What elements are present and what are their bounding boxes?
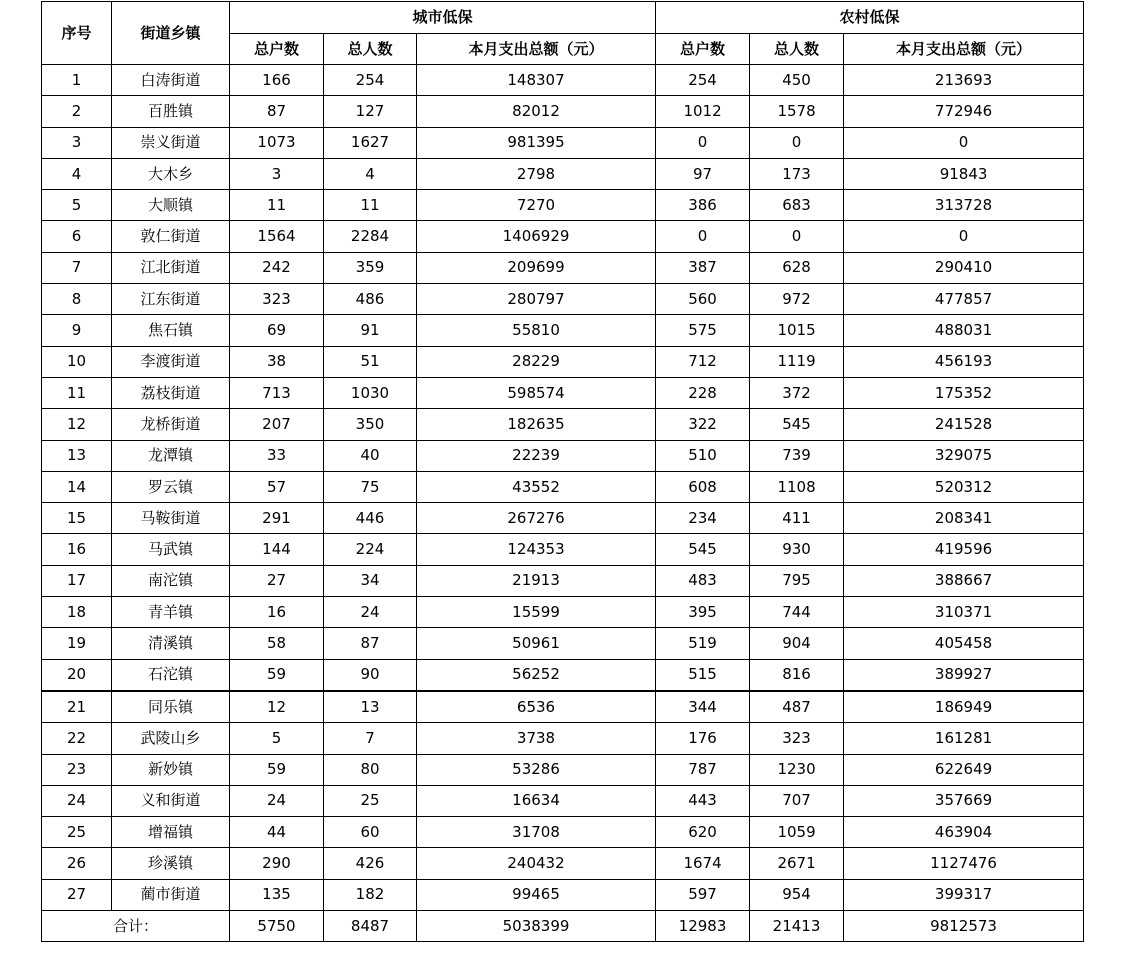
- row-number: 24: [42, 785, 112, 816]
- rural-persons: 2671: [750, 848, 844, 879]
- rural-households: 575: [656, 315, 750, 346]
- rural-expense: 1127476: [844, 848, 1084, 879]
- rural-expense: 290410: [844, 252, 1084, 283]
- header-seq: 序号: [42, 2, 112, 65]
- table-row: [42, 503, 1084, 534]
- total-urban-persons: 8487: [324, 911, 417, 942]
- urban-expense: 182635: [417, 409, 656, 440]
- urban-persons: 7: [324, 723, 417, 754]
- urban-households: 59: [230, 659, 324, 691]
- urban-persons: 91: [324, 315, 417, 346]
- rural-expense: 419596: [844, 534, 1084, 565]
- urban-expense: 31708: [417, 817, 656, 848]
- urban-expense: 1406929: [417, 221, 656, 252]
- urban-expense: 6536: [417, 691, 656, 723]
- rural-expense: 313728: [844, 190, 1084, 221]
- row-number: 17: [42, 565, 112, 596]
- rural-persons: 450: [750, 65, 844, 96]
- rural-households: 1674: [656, 848, 750, 879]
- urban-households: 135: [230, 879, 324, 910]
- rural-persons: 683: [750, 190, 844, 221]
- row-number: 5: [42, 190, 112, 221]
- urban-expense: 598574: [417, 377, 656, 408]
- rural-persons: 816: [750, 659, 844, 691]
- urban-households: 144: [230, 534, 324, 565]
- table-body: [42, 65, 1084, 911]
- urban-persons: 446: [324, 503, 417, 534]
- header-rural: 农村低保: [656, 2, 1084, 34]
- rural-persons: 173: [750, 158, 844, 189]
- street-name: 江北街道: [112, 252, 230, 283]
- rural-expense: 456193: [844, 346, 1084, 377]
- street-name: 大顺镇: [112, 190, 230, 221]
- urban-persons: 4: [324, 158, 417, 189]
- rural-expense: 772946: [844, 96, 1084, 127]
- urban-expense: 56252: [417, 659, 656, 691]
- urban-households: 1073: [230, 127, 324, 158]
- rural-persons: 1578: [750, 96, 844, 127]
- header-urban-persons: 总人数: [324, 34, 417, 65]
- table-row: [42, 440, 1084, 471]
- row-number: 1: [42, 65, 112, 96]
- street-name: 焦石镇: [112, 315, 230, 346]
- row-number: 11: [42, 377, 112, 408]
- urban-persons: 254: [324, 65, 417, 96]
- rural-households: 386: [656, 190, 750, 221]
- row-number: 19: [42, 628, 112, 659]
- header-urban-households: 总户数: [230, 34, 324, 65]
- total-row: [42, 911, 1084, 942]
- urban-expense: 280797: [417, 284, 656, 315]
- street-name: 清溪镇: [112, 628, 230, 659]
- row-number: 18: [42, 597, 112, 628]
- urban-expense: 7270: [417, 190, 656, 221]
- rural-expense: 399317: [844, 879, 1084, 910]
- urban-households: 11: [230, 190, 324, 221]
- urban-households: 44: [230, 817, 324, 848]
- row-number: 16: [42, 534, 112, 565]
- row-number: 27: [42, 879, 112, 910]
- rural-households: 608: [656, 471, 750, 502]
- table-row: [42, 127, 1084, 158]
- table-row: [42, 158, 1084, 189]
- rural-expense: 175352: [844, 377, 1084, 408]
- total-rural-expense: 9812573: [844, 911, 1084, 942]
- urban-expense: 15599: [417, 597, 656, 628]
- total-urban-expense: 5038399: [417, 911, 656, 942]
- rural-households: 545: [656, 534, 750, 565]
- rural-households: 234: [656, 503, 750, 534]
- rural-persons: 411: [750, 503, 844, 534]
- urban-expense: 53286: [417, 754, 656, 785]
- rural-expense: 213693: [844, 65, 1084, 96]
- rural-expense: 241528: [844, 409, 1084, 440]
- rural-expense: 463904: [844, 817, 1084, 848]
- urban-persons: 34: [324, 565, 417, 596]
- rural-households: 254: [656, 65, 750, 96]
- urban-persons: 24: [324, 597, 417, 628]
- street-name: 李渡街道: [112, 346, 230, 377]
- table-row: [42, 534, 1084, 565]
- urban-households: 16: [230, 597, 324, 628]
- header-rural-persons: 总人数: [750, 34, 844, 65]
- urban-persons: 80: [324, 754, 417, 785]
- urban-expense: 55810: [417, 315, 656, 346]
- row-number: 9: [42, 315, 112, 346]
- urban-households: 12: [230, 691, 324, 723]
- street-name: 大木乡: [112, 158, 230, 189]
- total-rural-households: 12983: [656, 911, 750, 942]
- urban-households: 1564: [230, 221, 324, 252]
- rural-persons: 0: [750, 127, 844, 158]
- total-urban-households: 5750: [230, 911, 324, 942]
- header-street: 街道乡镇: [112, 2, 230, 65]
- street-name: 新妙镇: [112, 754, 230, 785]
- rural-households: 395: [656, 597, 750, 628]
- header-urban: 城市低保: [230, 2, 656, 34]
- table-row: [42, 252, 1084, 283]
- rural-households: 620: [656, 817, 750, 848]
- rural-persons: 1119: [750, 346, 844, 377]
- urban-persons: 13: [324, 691, 417, 723]
- street-name: 武陵山乡: [112, 723, 230, 754]
- table-row: [42, 565, 1084, 596]
- rural-expense: 477857: [844, 284, 1084, 315]
- urban-persons: 1030: [324, 377, 417, 408]
- rural-persons: 904: [750, 628, 844, 659]
- urban-households: 87: [230, 96, 324, 127]
- urban-persons: 2284: [324, 221, 417, 252]
- rural-households: 0: [656, 221, 750, 252]
- urban-households: 38: [230, 346, 324, 377]
- rural-persons: 972: [750, 284, 844, 315]
- rural-expense: 622649: [844, 754, 1084, 785]
- urban-persons: 350: [324, 409, 417, 440]
- rural-households: 0: [656, 127, 750, 158]
- table-row: [42, 409, 1084, 440]
- urban-households: 27: [230, 565, 324, 596]
- rural-persons: 487: [750, 691, 844, 723]
- street-name: 崇义街道: [112, 127, 230, 158]
- row-number: 7: [42, 252, 112, 283]
- rural-households: 515: [656, 659, 750, 691]
- rural-expense: 0: [844, 221, 1084, 252]
- rural-households: 443: [656, 785, 750, 816]
- row-number: 8: [42, 284, 112, 315]
- rural-expense: 388667: [844, 565, 1084, 596]
- street-name: 同乐镇: [112, 691, 230, 723]
- table-row: [42, 597, 1084, 628]
- table-row: [42, 659, 1084, 691]
- row-number: 21: [42, 691, 112, 723]
- rural-expense: 329075: [844, 440, 1084, 471]
- rural-expense: 357669: [844, 785, 1084, 816]
- header-rural-expense: 本月支出总额（元）: [844, 34, 1084, 65]
- table-row: [42, 346, 1084, 377]
- urban-expense: 267276: [417, 503, 656, 534]
- street-name: 白涛街道: [112, 65, 230, 96]
- rural-persons: 1059: [750, 817, 844, 848]
- street-name: 珍溪镇: [112, 848, 230, 879]
- total-label: 合计：: [42, 911, 230, 942]
- rural-expense: 310371: [844, 597, 1084, 628]
- rural-expense: 91843: [844, 158, 1084, 189]
- street-name: 百胜镇: [112, 96, 230, 127]
- street-name: 石沱镇: [112, 659, 230, 691]
- header-rural-households: 总户数: [656, 34, 750, 65]
- table-row: [42, 628, 1084, 659]
- urban-households: 291: [230, 503, 324, 534]
- urban-persons: 60: [324, 817, 417, 848]
- urban-expense: 3738: [417, 723, 656, 754]
- table-row: [42, 471, 1084, 502]
- urban-expense: 981395: [417, 127, 656, 158]
- urban-households: 323: [230, 284, 324, 315]
- table-row: [42, 284, 1084, 315]
- street-name: 马鞍街道: [112, 503, 230, 534]
- rural-persons: 1015: [750, 315, 844, 346]
- table-row: [42, 879, 1084, 910]
- street-name: 蔺市街道: [112, 879, 230, 910]
- low-income-table: [41, 1, 1084, 942]
- rural-expense: 186949: [844, 691, 1084, 723]
- table-row: [42, 190, 1084, 221]
- urban-expense: 240432: [417, 848, 656, 879]
- urban-expense: 209699: [417, 252, 656, 283]
- urban-households: 69: [230, 315, 324, 346]
- table-row: [42, 377, 1084, 408]
- rural-households: 344: [656, 691, 750, 723]
- street-name: 江东街道: [112, 284, 230, 315]
- row-number: 13: [42, 440, 112, 471]
- street-name: 罗云镇: [112, 471, 230, 502]
- urban-expense: 2798: [417, 158, 656, 189]
- rural-households: 483: [656, 565, 750, 596]
- street-name: 马武镇: [112, 534, 230, 565]
- urban-households: 207: [230, 409, 324, 440]
- urban-persons: 25: [324, 785, 417, 816]
- rural-persons: 323: [750, 723, 844, 754]
- urban-persons: 127: [324, 96, 417, 127]
- urban-households: 242: [230, 252, 324, 283]
- rural-households: 510: [656, 440, 750, 471]
- urban-expense: 50961: [417, 628, 656, 659]
- row-number: 3: [42, 127, 112, 158]
- rural-persons: 930: [750, 534, 844, 565]
- urban-expense: 22239: [417, 440, 656, 471]
- urban-expense: 82012: [417, 96, 656, 127]
- urban-households: 58: [230, 628, 324, 659]
- urban-households: 3: [230, 158, 324, 189]
- table-row: [42, 848, 1084, 879]
- row-number: 4: [42, 158, 112, 189]
- rural-expense: 389927: [844, 659, 1084, 691]
- rural-persons: 1230: [750, 754, 844, 785]
- rural-households: 322: [656, 409, 750, 440]
- urban-expense: 28229: [417, 346, 656, 377]
- urban-persons: 182: [324, 879, 417, 910]
- rural-persons: 795: [750, 565, 844, 596]
- rural-persons: 1108: [750, 471, 844, 502]
- urban-expense: 124353: [417, 534, 656, 565]
- rural-households: 228: [656, 377, 750, 408]
- rural-households: 387: [656, 252, 750, 283]
- urban-households: 57: [230, 471, 324, 502]
- rural-persons: 744: [750, 597, 844, 628]
- urban-households: 59: [230, 754, 324, 785]
- table-row: [42, 221, 1084, 252]
- rural-persons: 0: [750, 221, 844, 252]
- rural-households: 176: [656, 723, 750, 754]
- street-name: 敦仁街道: [112, 221, 230, 252]
- rural-persons: 628: [750, 252, 844, 283]
- row-number: 26: [42, 848, 112, 879]
- rural-households: 712: [656, 346, 750, 377]
- urban-households: 166: [230, 65, 324, 96]
- urban-persons: 426: [324, 848, 417, 879]
- row-number: 15: [42, 503, 112, 534]
- urban-expense: 99465: [417, 879, 656, 910]
- urban-expense: 16634: [417, 785, 656, 816]
- rural-households: 787: [656, 754, 750, 785]
- urban-households: 290: [230, 848, 324, 879]
- rural-persons: 545: [750, 409, 844, 440]
- row-number: 23: [42, 754, 112, 785]
- rural-expense: 161281: [844, 723, 1084, 754]
- rural-expense: 488031: [844, 315, 1084, 346]
- row-number: 12: [42, 409, 112, 440]
- table-row: [42, 754, 1084, 785]
- row-number: 20: [42, 659, 112, 691]
- rural-expense: 520312: [844, 471, 1084, 502]
- row-number: 22: [42, 723, 112, 754]
- urban-households: 33: [230, 440, 324, 471]
- urban-expense: 43552: [417, 471, 656, 502]
- table-row: [42, 785, 1084, 816]
- rural-persons: 707: [750, 785, 844, 816]
- table-row: [42, 96, 1084, 127]
- street-name: 义和街道: [112, 785, 230, 816]
- table-row: [42, 65, 1084, 96]
- street-name: 青羊镇: [112, 597, 230, 628]
- rural-households: 597: [656, 879, 750, 910]
- urban-persons: 75: [324, 471, 417, 502]
- street-name: 龙潭镇: [112, 440, 230, 471]
- urban-persons: 359: [324, 252, 417, 283]
- urban-expense: 148307: [417, 65, 656, 96]
- urban-persons: 51: [324, 346, 417, 377]
- urban-persons: 90: [324, 659, 417, 691]
- urban-expense: 21913: [417, 565, 656, 596]
- header-urban-expense: 本月支出总额（元）: [417, 34, 656, 65]
- row-number: 14: [42, 471, 112, 502]
- urban-households: 24: [230, 785, 324, 816]
- rural-households: 97: [656, 158, 750, 189]
- urban-persons: 40: [324, 440, 417, 471]
- street-name: 增福镇: [112, 817, 230, 848]
- table-row: [42, 691, 1084, 723]
- urban-persons: 87: [324, 628, 417, 659]
- street-name: 龙桥街道: [112, 409, 230, 440]
- street-name: 南沱镇: [112, 565, 230, 596]
- table-row: [42, 723, 1084, 754]
- urban-persons: 224: [324, 534, 417, 565]
- rural-households: 560: [656, 284, 750, 315]
- rural-households: 1012: [656, 96, 750, 127]
- rural-expense: 0: [844, 127, 1084, 158]
- row-number: 25: [42, 817, 112, 848]
- urban-persons: 486: [324, 284, 417, 315]
- urban-persons: 1627: [324, 127, 417, 158]
- table-row: [42, 817, 1084, 848]
- urban-households: 5: [230, 723, 324, 754]
- table-row: [42, 315, 1084, 346]
- rural-households: 519: [656, 628, 750, 659]
- rural-expense: 208341: [844, 503, 1084, 534]
- total-rural-persons: 21413: [750, 911, 844, 942]
- rural-persons: 739: [750, 440, 844, 471]
- urban-persons: 11: [324, 190, 417, 221]
- rural-persons: 954: [750, 879, 844, 910]
- street-name: 荔枝街道: [112, 377, 230, 408]
- urban-households: 713: [230, 377, 324, 408]
- rural-expense: 405458: [844, 628, 1084, 659]
- row-number: 6: [42, 221, 112, 252]
- row-number: 10: [42, 346, 112, 377]
- row-number: 2: [42, 96, 112, 127]
- rural-persons: 372: [750, 377, 844, 408]
